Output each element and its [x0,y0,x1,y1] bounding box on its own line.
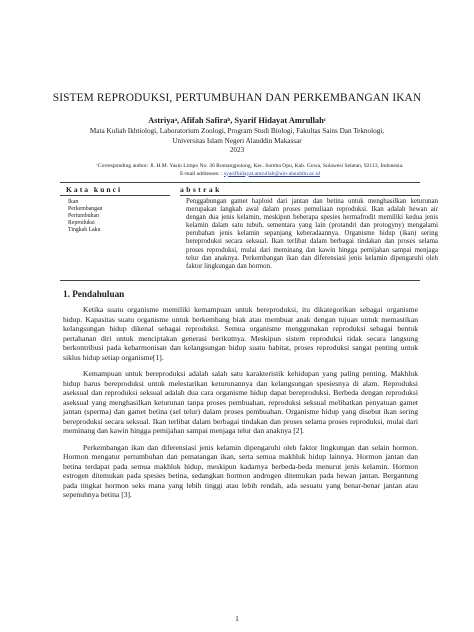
keyword-item: Perkembangan [68,206,103,212]
keyword-item: Tingkah Laku [68,227,101,233]
corresponding-author-block [60,163,440,178]
divider-keywords [60,195,170,196]
divider-top [60,182,420,183]
publication-year: 2023 [229,146,245,155]
affiliation-line-2: Universitas Islam Negeri Alauddin Makassar [172,136,302,145]
divider-bottom [60,280,420,281]
author-list: Astriyaᵃ, Afifah Safiraᵇ, Syarif Hidayat Amrullahᶜ [148,116,326,125]
abstract-heading: abstrak [180,185,222,194]
keyword-item: Reproduksi [68,220,95,226]
section-body [63,305,418,507]
body-paragraph: Kemampuan untuk bereproduksi adalah salah satu karakteristik kehidupan yang paling penting. Makhluk hidup harus bereproduksi untuk melestarikan keturunannya dan kelangsungan spesiesnya di alam. Reproduksi aseksual dan reproduksi seksual adalah dua cara organisme hidup dapat bereproduksi. Berbeda dengan reproduksi aseksual yang menghasilkan keturunan tanpa proses pembuahan, reproduksi seksual melibatkan penyatuan gamet jantan (sperma) dan gamet betina (sel telur) dalam proses pembuahan. Organisme hidup yang disebut ikan sering bereproduksi secara seksual. Ikan terlibat dalam berbagai tindakan dan proses selama proses reproduksi, mulai dari meminang dan kawin hingga pemijahan sampai menjaga telur dan anaknya [2]. [63,369,418,435]
paper-title: SISTEM REPRODUKSI, PERTUMBUHAN DAN PERKEMBANGAN IKAN [52,92,422,104]
email-label: E-mail addresses: : [180,170,223,177]
page-number: 1 [235,614,239,623]
affiliation-line-1: Mata Kuliah Ikhtiologi, Laboratorium Zoologi, Program Studi Biologi, Fakultas Sains Dan Teknologi, [89,127,385,135]
email-line [60,171,440,179]
keyword-item: Ikan [68,199,79,205]
section-heading: 1. Pendahuluan [63,289,125,299]
body-paragraph: Perkembangan ikan dan diferensiasi jenis kelamin dipengaruhi oleh faktor lingkungan dan selain hormon. Hormon mengatur pertumbuhan dan pematangan ikan, serta semua makhluk hidup lainnya. Hormon jantan dan betina terdapat pada semua makhluk hidup, meskipun kadarnya berbeda-beda menurut jenis kelamin. Hormon estrogen ditemukan pada spesies betina, sedangkan hormon androgen ditemukan pada hewan jantan. Bergantung pada tingkat hormon seks mana yang lebih tinggi atau lebih rendah, ada sesuatu yang benar-benar jantan atau sepenuhnya betina [3]. [63,442,418,499]
keywords-list [68,199,102,234]
corresponding-author: ᶜCorresponding author: Jl. H.M. Yasin Limpo No. 36 Romangpolong, Kec. Somba Opu, Kab. Gowa, Sulawesi Selatan, 92113, Indonesia. [96,163,404,169]
body-paragraph: Ketika suatu organisme memiliki kemampuan untuk bereproduksi, itu dikategorikan sebagai organisme hidup. Kapasitas suatu organisme untuk berkembang biak atau membuat anak dengan tujuan untuk memastikan kelangsungan hidup dikenal sebagai reproduksi. Semua organisme menggunakan reproduksi sebagai bentuk pertahanan diri untuk menciptakan generasi berikutnya. Meskipun sistem reproduksi tidak secara langsung berkontribusi pada keharmonisan dan kelangsungan hidup suatu habitat, proses reproduksi sangat penting untuk siklus hidup setiap organisme[1]. [63,305,418,362]
keywords-heading: Kata kunci [66,185,123,194]
abstract-text: Penggabungan gamet haploid dari jantan dan betina untuk menghasilkan keturunan merupakan langkah awal dalam proses pemuliaan reproduksi. Ikan adalah hewan air dengan dua jenis kelamin, meskipun beberapa spesies hermafrodit memiliki kedua jenis kelamin dalam satu tubuh, sementara yang lain (protandri dan protogyny) mengalami perubahan jenis kelamin sepanjang keberadaannya. Organisme hidup (ikan) sering bereproduksi secara seksual. Ikan terlibat dalam berbagai tindakan dan proses selama proses reproduksi, mulai dari meminang dan kawin hingga pemijahan sampai menjaga telur dan anaknya. Perkembangan ikan dan diferensiasi jenis kelamin dipengaruhi oleh faktor lingkungan dan hormon. [186,198,438,270]
affiliation [50,127,424,156]
email-link[interactable]: syarifhidayat.amrullah@uin-alauddin.ac.id [223,170,320,177]
divider-abstract [180,195,420,196]
keyword-item: Pertumbuhan [68,213,99,219]
